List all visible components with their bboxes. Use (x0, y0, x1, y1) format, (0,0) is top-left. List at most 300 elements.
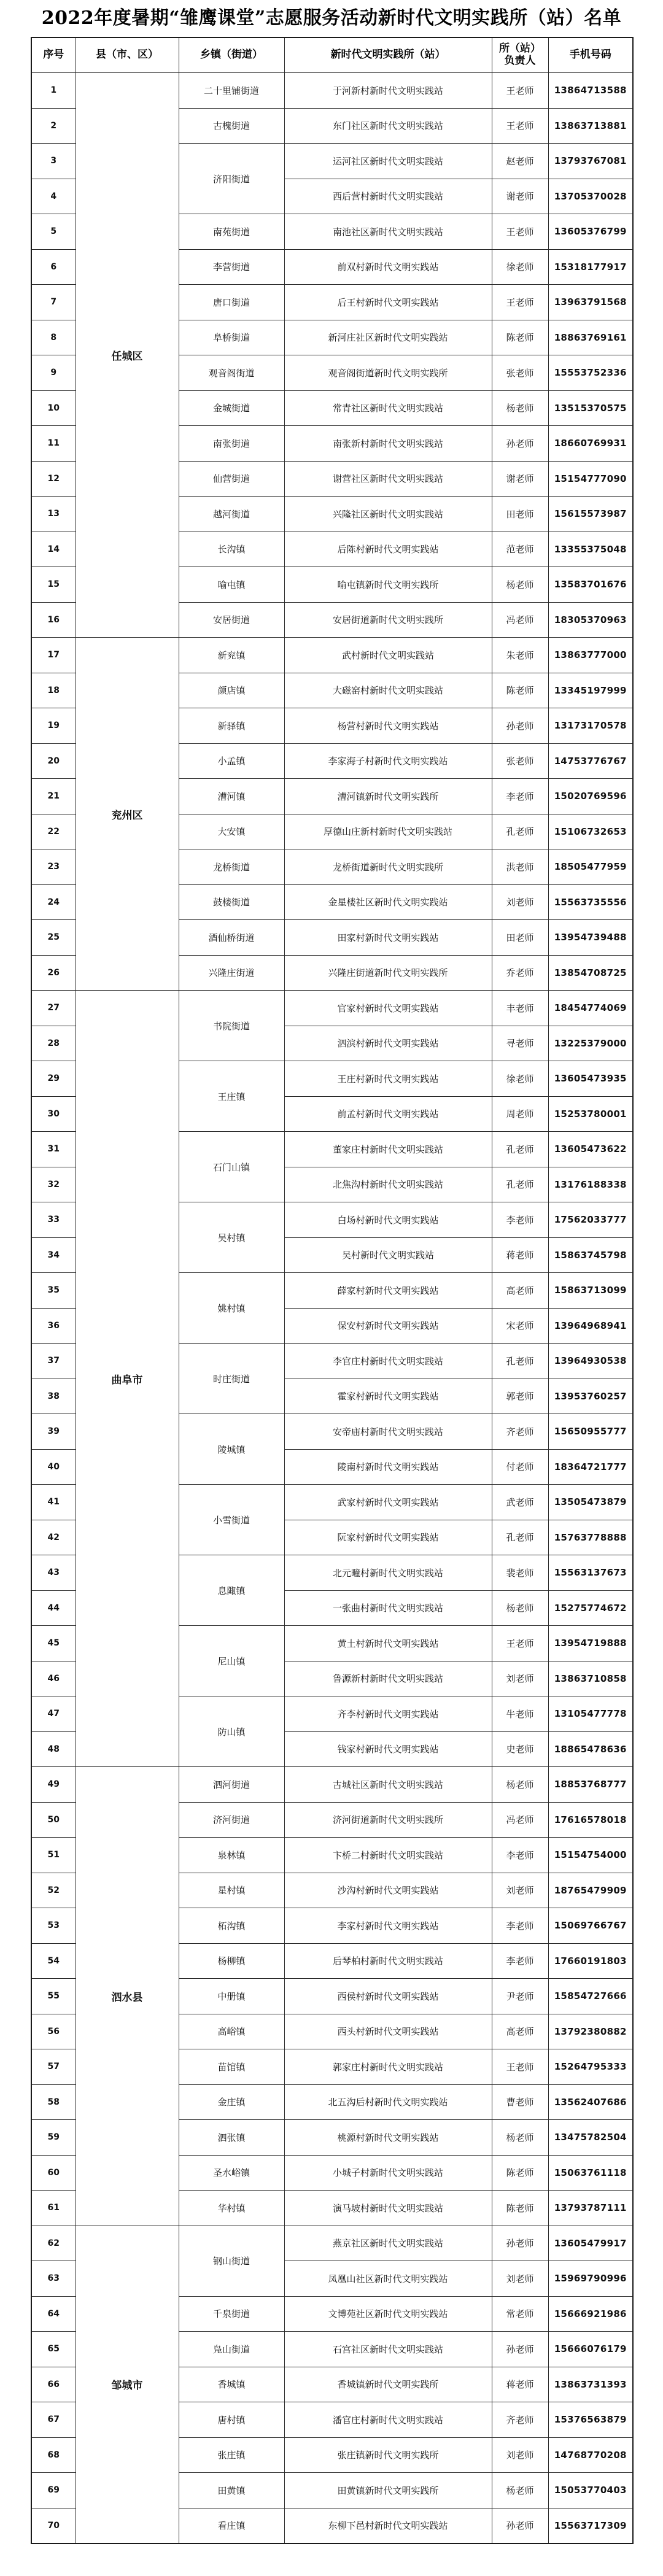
practice-site-cell: 观音阁街道新时代文明实践所 (284, 355, 492, 391)
row-index: 36 (31, 1308, 76, 1344)
leader-cell: 王老师 (492, 285, 548, 320)
street-cell: 古槐街道 (179, 108, 284, 144)
phone-cell: 18660769931 (548, 426, 633, 462)
practice-site-cell: 兴隆庄街道新时代文明实践所 (284, 955, 492, 991)
leader-cell: 孔老师 (492, 1344, 548, 1379)
table-header-row (31, 37, 633, 73)
practice-site-cell: 西头村新时代文明实践站 (284, 2014, 492, 2049)
leader-cell: 陈老师 (492, 673, 548, 708)
street-cell: 钢山街道 (179, 2226, 284, 2296)
practice-site-cell: 田家村新时代文明实践站 (284, 920, 492, 956)
leader-cell: 王老师 (492, 73, 548, 109)
row-index: 31 (31, 1132, 76, 1167)
street-cell: 漕河镇 (179, 779, 284, 814)
row-index: 27 (31, 991, 76, 1026)
county-cell: 曲阜市 (76, 991, 179, 1767)
leader-cell: 李老师 (492, 1943, 548, 1979)
practice-site-cell: 桃源村新时代文明实践站 (284, 2120, 492, 2156)
phone-cell: 15318177917 (548, 249, 633, 285)
phone-cell: 15563137673 (548, 1555, 633, 1591)
practice-site-cell: 李家村新时代文明实践站 (284, 1908, 492, 1944)
row-index: 63 (31, 2261, 76, 2297)
table-row (31, 991, 633, 1026)
row-index: 10 (31, 390, 76, 426)
street-cell: 田黄镇 (179, 2473, 284, 2508)
row-index: 2 (31, 108, 76, 144)
leader-cell: 陈老师 (492, 2191, 548, 2226)
phone-cell: 13605473622 (548, 1132, 633, 1167)
phone-cell: 15063761118 (548, 2155, 633, 2191)
practice-site-cell: 霍家村新时代文明实践站 (284, 1379, 492, 1414)
leader-cell: 田老师 (492, 497, 548, 532)
row-index: 22 (31, 814, 76, 849)
street-cell: 南张街道 (179, 426, 284, 462)
row-index: 38 (31, 1379, 76, 1414)
practice-site-cell: 钱家村新时代文明实践站 (284, 1731, 492, 1767)
leader-cell: 宋老师 (492, 1308, 548, 1344)
practice-site-cell: 鲁源新村新时代文明实践站 (284, 1661, 492, 1696)
leader-cell: 齐老师 (492, 2402, 548, 2438)
row-index: 70 (31, 2508, 76, 2543)
phone-cell: 13225379000 (548, 1026, 633, 1061)
phone-cell: 13963791568 (548, 285, 633, 320)
street-cell: 凫山街道 (179, 2332, 284, 2367)
practice-site-cell: 潘官庄村新时代文明实践站 (284, 2402, 492, 2438)
row-index: 32 (31, 1167, 76, 1202)
phone-cell: 14753776767 (548, 743, 633, 779)
phone-cell: 13475782504 (548, 2120, 633, 2156)
row-index: 24 (31, 884, 76, 920)
leader-cell: 刘老师 (492, 2437, 548, 2473)
row-index: 52 (31, 1873, 76, 1908)
phone-cell: 13954739488 (548, 920, 633, 956)
practice-site-cell: 沙沟村新时代文明实践站 (284, 1873, 492, 1908)
row-index: 54 (31, 1943, 76, 1979)
practice-site-cell: 西后营村新时代文明实践站 (284, 179, 492, 214)
row-index: 44 (31, 1590, 76, 1626)
phone-cell: 18863769161 (548, 320, 633, 355)
phone-cell: 17562033777 (548, 1202, 633, 1238)
phone-cell: 15253780001 (548, 1096, 633, 1132)
row-index: 61 (31, 2191, 76, 2226)
table-row (31, 73, 633, 109)
phone-cell: 15863745798 (548, 1237, 633, 1273)
street-cell: 仙营街道 (179, 461, 284, 497)
street-cell: 济河街道 (179, 1802, 284, 1838)
row-index: 47 (31, 1696, 76, 1732)
practice-site-cell: 济河街道新时代文明实践所 (284, 1802, 492, 1838)
practice-site-cell: 北元疃村新时代文明实践站 (284, 1555, 492, 1591)
county-cell: 泗水县 (76, 1767, 179, 2226)
phone-cell: 13864713588 (548, 73, 633, 109)
phone-cell: 15969790996 (548, 2261, 633, 2297)
practice-site-cell: 大磁窑村新时代文明实践站 (284, 673, 492, 708)
phone-cell: 13863731393 (548, 2367, 633, 2402)
leader-cell: 寻老师 (492, 1026, 548, 1061)
street-cell: 唐村镇 (179, 2402, 284, 2438)
phone-cell: 13792380882 (548, 2014, 633, 2049)
street-cell: 防山镇 (179, 1696, 284, 1767)
phone-cell: 13964930538 (548, 1344, 633, 1379)
street-cell: 泉林镇 (179, 1838, 284, 1873)
leader-cell: 王老师 (492, 2049, 548, 2085)
practice-site-cell: 泗滨村新时代文明实践站 (284, 1026, 492, 1061)
phone-cell: 17616578018 (548, 1802, 633, 1838)
leader-cell: 孙老师 (492, 426, 548, 462)
leader-cell: 裴老师 (492, 1555, 548, 1591)
street-cell: 兴隆庄街道 (179, 955, 284, 991)
row-index: 69 (31, 2473, 76, 2508)
street-cell: 圣水峪镇 (179, 2155, 284, 2191)
row-index: 42 (31, 1520, 76, 1555)
practice-site-cell: 薛家村新时代文明实践站 (284, 1273, 492, 1309)
street-cell: 中册镇 (179, 1979, 284, 2014)
phone-cell: 13954719888 (548, 1626, 633, 1661)
row-index: 5 (31, 214, 76, 250)
leader-cell: 范老师 (492, 532, 548, 567)
practice-site-cell: 谢营社区新时代文明实践站 (284, 461, 492, 497)
row-index: 11 (31, 426, 76, 462)
street-cell: 杨柳镇 (179, 1943, 284, 1979)
phone-cell: 13562407686 (548, 2084, 633, 2120)
row-index: 45 (31, 1626, 76, 1661)
practice-site-cell: 田黄镇新时代文明实践所 (284, 2473, 492, 2508)
phone-cell: 15563735556 (548, 884, 633, 920)
practice-site-cell: 金星楼社区新时代文明实践站 (284, 884, 492, 920)
leader-cell: 李老师 (492, 1838, 548, 1873)
row-index: 3 (31, 144, 76, 179)
row-index: 7 (31, 285, 76, 320)
phone-cell: 13515370575 (548, 390, 633, 426)
street-cell: 越河街道 (179, 497, 284, 532)
phone-cell: 18505477959 (548, 849, 633, 885)
street-cell: 张庄镇 (179, 2437, 284, 2473)
leader-cell: 冯老师 (492, 1802, 548, 1838)
practice-site-cell: 张庄镇新时代文明实践所 (284, 2437, 492, 2473)
leader-cell: 谢老师 (492, 461, 548, 497)
street-cell: 柘沟镇 (179, 1908, 284, 1944)
county-cell: 任城区 (76, 73, 179, 638)
row-index: 56 (31, 2014, 76, 2049)
practice-site-cell: 西侯村新时代文明实践站 (284, 1979, 492, 2014)
practice-site-cell: 白场村新时代文明实践站 (284, 1202, 492, 1238)
practice-site-cell: 齐李村新时代文明实践站 (284, 1696, 492, 1732)
street-cell: 新兖镇 (179, 638, 284, 673)
row-index: 62 (31, 2226, 76, 2261)
phone-cell: 18364721777 (548, 1449, 633, 1485)
phone-cell: 13964968941 (548, 1308, 633, 1344)
row-index: 48 (31, 1731, 76, 1767)
leader-cell: 孔老师 (492, 814, 548, 849)
leader-cell: 冯老师 (492, 602, 548, 638)
leader-cell: 李老师 (492, 1202, 548, 1238)
leader-cell: 杨老师 (492, 1590, 548, 1626)
phone-cell: 18765479909 (548, 1873, 633, 1908)
document-title: 2022年度暑期“雏鹰课堂”志愿服务活动新时代文明实践所（站）名单 (41, 7, 622, 29)
phone-cell: 15553752336 (548, 355, 633, 391)
row-index: 37 (31, 1344, 76, 1379)
row-index: 26 (31, 955, 76, 991)
practice-site-cell: 于河新村新时代文明实践站 (284, 73, 492, 109)
street-cell: 泗河街道 (179, 1767, 284, 1803)
leader-cell: 武老师 (492, 1485, 548, 1520)
header-leader: 所（站）负责人 (492, 37, 548, 73)
leader-cell: 杨老师 (492, 2120, 548, 2156)
header-index: 序号 (31, 37, 76, 73)
row-index: 49 (31, 1767, 76, 1803)
street-cell: 星村镇 (179, 1873, 284, 1908)
practice-site-cell: 吴村新时代文明实践站 (284, 1237, 492, 1273)
phone-cell: 14768770208 (548, 2437, 633, 2473)
street-cell: 陵城镇 (179, 1414, 284, 1485)
street-cell: 息陬镇 (179, 1555, 284, 1626)
row-index: 50 (31, 1802, 76, 1838)
practice-site-cell: 武村新时代文明实践站 (284, 638, 492, 673)
phone-cell: 13105477778 (548, 1696, 633, 1732)
phone-cell: 13173170578 (548, 708, 633, 744)
practice-site-cell: 一张曲村新时代文明实践站 (284, 1590, 492, 1626)
practice-site-cell: 东门社区新时代文明实践站 (284, 108, 492, 144)
leader-cell: 刘老师 (492, 2261, 548, 2297)
row-index: 53 (31, 1908, 76, 1944)
practice-site-cell: 香城镇新时代文明实践所 (284, 2367, 492, 2402)
row-index: 57 (31, 2049, 76, 2085)
street-cell: 阜桥街道 (179, 320, 284, 355)
leader-cell: 常老师 (492, 2296, 548, 2332)
row-index: 20 (31, 743, 76, 779)
row-index: 33 (31, 1202, 76, 1238)
phone-cell: 13793767081 (548, 144, 633, 179)
street-cell: 小雪街道 (179, 1485, 284, 1555)
phone-cell: 15763778888 (548, 1520, 633, 1555)
practice-site-cell: 安居街道新时代文明实践所 (284, 602, 492, 638)
practice-site-cell: 南池社区新时代文明实践站 (284, 214, 492, 250)
phone-cell: 15376563879 (548, 2402, 633, 2438)
phone-cell: 18454774069 (548, 991, 633, 1026)
street-cell: 高峪镇 (179, 2014, 284, 2049)
phone-cell: 15053770403 (548, 2473, 633, 2508)
leader-cell: 齐老师 (492, 1414, 548, 1450)
practice-site-cell: 燕京社区新时代文明实践站 (284, 2226, 492, 2261)
practice-site-cell: 郭家庄村新时代文明实践站 (284, 2049, 492, 2085)
phone-cell: 18853768777 (548, 1767, 633, 1803)
header-site: 新时代文明实践所（站） (284, 37, 492, 73)
row-index: 14 (31, 532, 76, 567)
row-index: 30 (31, 1096, 76, 1132)
leader-cell: 付老师 (492, 1449, 548, 1485)
leader-cell: 洪老师 (492, 849, 548, 885)
row-index: 1 (31, 73, 76, 109)
row-index: 17 (31, 638, 76, 673)
street-cell: 长沟镇 (179, 532, 284, 567)
phone-cell: 13863710858 (548, 1661, 633, 1696)
row-index: 4 (31, 179, 76, 214)
row-index: 13 (31, 497, 76, 532)
leader-cell: 王老师 (492, 1626, 548, 1661)
practice-site-cell: 厚德山庄新村新时代文明实践站 (284, 814, 492, 849)
row-index: 28 (31, 1026, 76, 1061)
street-cell: 唐口街道 (179, 285, 284, 320)
phone-cell: 18865478636 (548, 1731, 633, 1767)
practice-site-cell: 常青社区新时代文明实践站 (284, 390, 492, 426)
street-cell: 济阳街道 (179, 144, 284, 214)
practice-site-cell: 新河庄社区新时代文明实践站 (284, 320, 492, 355)
street-cell: 华村镇 (179, 2191, 284, 2226)
leader-cell: 王老师 (492, 214, 548, 250)
row-index: 58 (31, 2084, 76, 2120)
street-cell: 千泉街道 (179, 2296, 284, 2332)
row-index: 35 (31, 1273, 76, 1309)
practice-site-cell: 董家庄村新时代文明实践站 (284, 1132, 492, 1167)
leader-cell: 张老师 (492, 355, 548, 391)
practice-site-cell: 前双村新时代文明实践站 (284, 249, 492, 285)
practice-site-cell: 后王村新时代文明实践站 (284, 285, 492, 320)
street-cell: 二十里铺街道 (179, 73, 284, 109)
phone-cell: 13605473935 (548, 1061, 633, 1097)
street-cell: 南苑街道 (179, 214, 284, 250)
practice-site-cell: 文博苑社区新时代文明实践站 (284, 2296, 492, 2332)
leader-cell: 赵老师 (492, 144, 548, 179)
phone-cell: 13605376799 (548, 214, 633, 250)
phone-cell: 15863713099 (548, 1273, 633, 1309)
practice-site-cell: 保安村新时代文明实践站 (284, 1308, 492, 1344)
leader-cell: 孙老师 (492, 708, 548, 744)
row-index: 43 (31, 1555, 76, 1591)
row-index: 60 (31, 2155, 76, 2191)
practice-site-cell: 运河社区新时代文明实践站 (284, 144, 492, 179)
header-phone: 手机号码 (548, 37, 633, 73)
leader-cell: 乔老师 (492, 955, 548, 991)
street-cell: 观音阁街道 (179, 355, 284, 391)
phone-cell: 15650955777 (548, 1414, 633, 1450)
street-cell: 泗张镇 (179, 2120, 284, 2156)
phone-cell: 15069766767 (548, 1908, 633, 1944)
practice-site-cell: 安帝庙村新时代文明实践站 (284, 1414, 492, 1450)
row-index: 6 (31, 249, 76, 285)
practice-site-cell: 官家村新时代文明实践站 (284, 991, 492, 1026)
leader-cell: 李老师 (492, 779, 548, 814)
table-row (31, 1767, 633, 1803)
row-index: 9 (31, 355, 76, 391)
practice-site-cell: 北五沟后村新时代文明实践站 (284, 2084, 492, 2120)
page-bottom-crop (31, 2564, 632, 2576)
leader-cell: 史老师 (492, 1731, 548, 1767)
phone-cell: 15854727666 (548, 1979, 633, 2014)
street-cell: 姚村镇 (179, 1273, 284, 1344)
row-index: 67 (31, 2402, 76, 2438)
leader-cell: 孔老师 (492, 1132, 548, 1167)
phone-cell: 15666076179 (548, 2332, 633, 2367)
leader-cell: 谢老师 (492, 179, 548, 214)
practice-site-cell: 后陈村新时代文明实践站 (284, 532, 492, 567)
leader-cell: 杨老师 (492, 567, 548, 603)
phone-cell: 13605479917 (548, 2226, 633, 2261)
row-index: 46 (31, 1661, 76, 1696)
street-cell: 时庄街道 (179, 1344, 284, 1414)
table-row (31, 638, 633, 673)
phone-cell: 15275774672 (548, 1590, 633, 1626)
leader-cell: 杨老师 (492, 2473, 548, 2508)
row-index: 23 (31, 849, 76, 885)
table-body (31, 73, 633, 2544)
leader-cell: 周老师 (492, 1096, 548, 1132)
street-cell: 大安镇 (179, 814, 284, 849)
street-cell: 龙桥街道 (179, 849, 284, 885)
street-cell: 香城镇 (179, 2367, 284, 2402)
practice-site-cell: 凤凰山社区新时代文明实践站 (284, 2261, 492, 2297)
leader-cell: 陈老师 (492, 2155, 548, 2191)
leader-cell: 杨老师 (492, 390, 548, 426)
row-index: 19 (31, 708, 76, 744)
phone-cell: 15264795333 (548, 2049, 633, 2085)
phone-cell: 13176188338 (548, 1167, 633, 1202)
street-cell: 喻屯镇 (179, 567, 284, 603)
practice-site-cell: 王庄村新时代文明实践站 (284, 1061, 492, 1097)
row-index: 68 (31, 2437, 76, 2473)
leader-cell: 田老师 (492, 920, 548, 956)
row-index: 59 (31, 2120, 76, 2156)
practice-site-cell: 南张新村新时代文明实践站 (284, 426, 492, 462)
street-cell: 安居街道 (179, 602, 284, 638)
practice-site-cell: 漕河镇新时代文明实践所 (284, 779, 492, 814)
row-index: 16 (31, 602, 76, 638)
leader-cell: 郭老师 (492, 1379, 548, 1414)
leader-cell: 陈老师 (492, 320, 548, 355)
row-index: 55 (31, 1979, 76, 2014)
row-index: 12 (31, 461, 76, 497)
leader-cell: 蒋老师 (492, 2367, 548, 2402)
street-cell: 吴村镇 (179, 1202, 284, 1273)
leader-cell: 朱老师 (492, 638, 548, 673)
street-cell: 看庄镇 (179, 2508, 284, 2543)
practice-site-cell: 前孟村新时代文明实践站 (284, 1096, 492, 1132)
phone-cell: 15106732653 (548, 814, 633, 849)
leader-cell: 孙老师 (492, 2508, 548, 2543)
practice-site-cell: 东柳下邑村新时代文明实践站 (284, 2508, 492, 2543)
leader-cell: 王老师 (492, 108, 548, 144)
street-cell: 酒仙桥街道 (179, 920, 284, 956)
header-street: 乡镇（街道） (179, 37, 284, 73)
leader-cell: 曹老师 (492, 2084, 548, 2120)
header-county: 县（市、区） (76, 37, 179, 73)
practice-site-cell: 李官庄村新时代文明实践站 (284, 1344, 492, 1379)
practice-site-cell: 小城子村新时代文明实践站 (284, 2155, 492, 2191)
street-cell: 苗馆镇 (179, 2049, 284, 2085)
roster-table (31, 37, 634, 2544)
leader-cell: 刘老师 (492, 1873, 548, 1908)
leader-cell: 张老师 (492, 743, 548, 779)
practice-site-cell: 阮家村新时代文明实践站 (284, 1520, 492, 1555)
street-cell: 新驿镇 (179, 708, 284, 744)
street-cell: 鼓楼街道 (179, 884, 284, 920)
phone-cell: 17660191803 (548, 1943, 633, 1979)
row-index: 15 (31, 567, 76, 603)
leader-cell: 孔老师 (492, 1520, 548, 1555)
street-cell: 金庄镇 (179, 2084, 284, 2120)
leader-cell: 尹老师 (492, 1979, 548, 2014)
practice-site-cell: 石宫社区新时代文明实践站 (284, 2332, 492, 2367)
practice-site-cell: 黄土村新时代文明实践站 (284, 1626, 492, 1661)
phone-cell: 15563717309 (548, 2508, 633, 2543)
phone-cell: 13583701676 (548, 567, 633, 603)
practice-site-cell: 李家海子村新时代文明实践站 (284, 743, 492, 779)
leader-cell: 杨老师 (492, 1767, 548, 1803)
leader-cell: 高老师 (492, 1273, 548, 1309)
street-cell: 小孟镇 (179, 743, 284, 779)
phone-cell: 13854708725 (548, 955, 633, 991)
phone-cell: 13345197999 (548, 673, 633, 708)
leader-cell: 蒋老师 (492, 1237, 548, 1273)
